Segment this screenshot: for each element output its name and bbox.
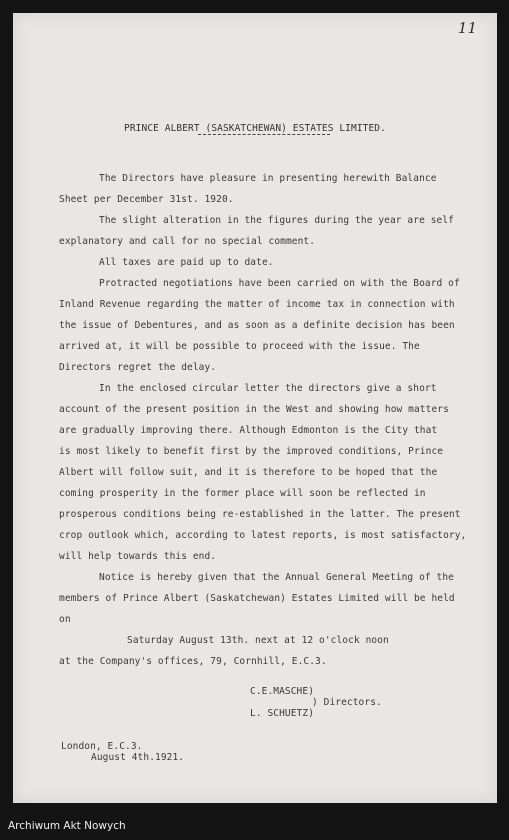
document-date: August 4th.1921. [91, 752, 185, 763]
text-line: on [59, 614, 71, 625]
signatory-schuetz: L. SCHUETZ) [250, 708, 315, 719]
title-underline [198, 134, 330, 135]
signatory-masche: C.E.MASCHE) [250, 686, 315, 697]
text-line: Directors regret the delay. [59, 362, 217, 373]
document-body [13, 13, 497, 803]
text-line: prosperous conditions being re-established in the latter. The present [59, 509, 461, 520]
folio-number: 11 [457, 19, 477, 37]
text-line: Inland Revenue regarding the matter of income tax in connection with [59, 299, 455, 310]
text-line: will help towards this end. [59, 551, 217, 562]
text-line: arrived at, it will be possible to proceed with the issue. The [59, 341, 420, 352]
text-line: explanatory and call for no special comment. [59, 236, 316, 247]
meeting-time-line: Saturday August 13th. next at 12 o'clock noon [127, 635, 389, 646]
text-line: coming prosperity in the former place will soon be reflected in [59, 488, 426, 499]
text-line: In the enclosed circular letter the directors give a short [99, 383, 437, 394]
document-place: London, E.C.3. [61, 741, 143, 752]
text-line: account of the present position in the West and showing how matters [59, 404, 449, 415]
archive-label: Archiwum Akt Nowych [8, 820, 126, 832]
text-line: are gradually improving there. Although Edmonton is the City that [59, 425, 438, 436]
text-line: crop outlook which, according to latest reports, is most satisfactory, [59, 530, 467, 541]
text-line: members of Prince Albert (Saskatchewan) Estates Limited will be held [59, 593, 455, 604]
text-line: Albert will follow suit, and it is therefore to be hoped that the [59, 467, 438, 478]
meeting-place-line: at the Company's offices, 79, Cornhill, E.C.3. [59, 656, 327, 667]
text-line: All taxes are paid up to date. [99, 257, 274, 268]
text-line: is most likely to benefit first by the improved conditions, Prince [59, 446, 444, 457]
text-line: The Directors have pleasure in presenting herewith Balance [99, 173, 437, 184]
text-line: The slight alteration in the figures during the year are self [99, 215, 454, 226]
text-line: the issue of Debentures, and as soon as a definite decision has been [59, 320, 455, 331]
document-page [13, 13, 497, 803]
archive-footer [0, 804, 509, 840]
text-line: Notice is hereby given that the Annual General Meeting of the [99, 572, 454, 583]
document-title: PRINCE ALBERT (SASKATCHEWAN) ESTATES LIMITED. [124, 123, 386, 134]
signatory-role: ) Directors. [312, 697, 382, 708]
text-line: Sheet per December 31st. 1920. [59, 194, 234, 205]
text-line: Protracted negotiations have been carried on with the Board of [99, 278, 460, 289]
